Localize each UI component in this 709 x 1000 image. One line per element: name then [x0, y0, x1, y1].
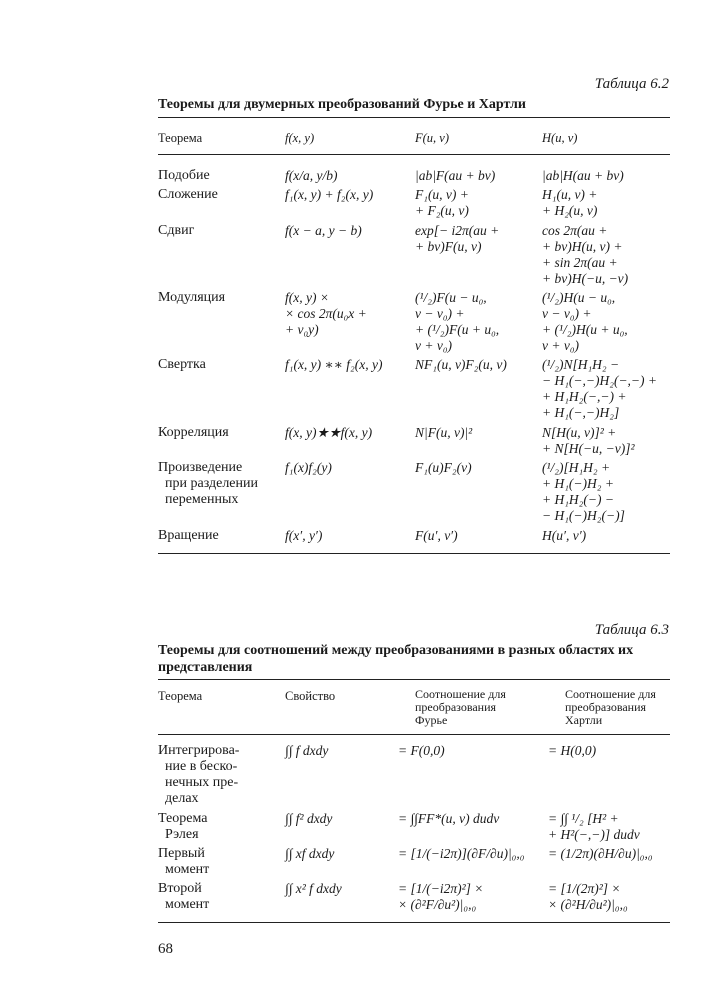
- table-6-3-bottom-rule: [158, 922, 670, 923]
- table-6-3-row-4-hartley: = [1/(2π)²] × × (∂²H/∂u²)|₀,₀: [548, 881, 628, 912]
- table-6-3-row-4-theorem: Второй момент: [158, 881, 210, 912]
- table-6-3-header-rule: [158, 734, 670, 735]
- table-6-3-row-3-theorem: Первый момент: [158, 846, 210, 877]
- table-6-2-row-4-theorem: Модуляция: [158, 290, 226, 305]
- table-6-2-row-2-theorem: Сложение: [158, 187, 218, 202]
- table-6-2-row-2-f: f₁(x, y) + f₂(x, y): [285, 187, 374, 202]
- table-6-2-row-1-F: |ab|F(au + bv): [415, 168, 496, 183]
- table-6-2-row-3-F: exp[− i2π(au + + bv)F(u, v): [415, 223, 500, 254]
- table-6-2-bottom-rule: [158, 553, 670, 554]
- table-6-2-row-5-theorem: Свертка: [158, 357, 206, 372]
- table-6-2-row-7-H: (¹/₂)[H₁H₂ + + H₁(−)H₂ + + H₁H₂(−) − − H₁(−)H₂(−)]: [542, 460, 625, 523]
- table-6-2-row-6-f: f(x, y)★★f(x, y): [285, 425, 373, 440]
- table-6-3-caption: Таблица 6.3: [594, 622, 669, 638]
- table-6-3-header-property: Свойство: [285, 689, 336, 703]
- table-6-2-row-6-H: N[H(u, v)]² + + N[H(−u, −v)]²: [542, 425, 635, 456]
- table-6-2-row-5-f: f₁(x, y) ∗∗ f₂(x, y): [285, 357, 383, 372]
- table-6-2-row-8-F: F(u′, v′): [415, 528, 458, 543]
- table-6-3-row-2-hartley: = ∫∫ ¹/₂ [H² + + H²(−,−)] dudv: [548, 811, 640, 842]
- table-6-2-row-7-theorem: Произведение при разделении переменных: [158, 460, 258, 507]
- table-6-2-row-8-H: H(u′, v′): [542, 528, 587, 543]
- table-6-2-top-rule: [158, 117, 670, 118]
- table-6-2-row-5-H: (¹/₂)N[H₁H₂ − − H₁(−,−)H₂(−,−) + + H₁H₂(−,−) + + H₁(−,−)H₂]: [542, 357, 658, 420]
- table-6-3-row-1-theorem: Интегрирова- ние в беско- нечных пре- делах: [158, 743, 240, 806]
- table-6-3-top-rule: [158, 679, 670, 680]
- table-6-2-row-7-F: F₁(u)F₂(v): [415, 460, 472, 475]
- table-6-3-row-1-property: ∫∫ f dxdy: [285, 743, 329, 758]
- page-number: 68: [158, 941, 173, 957]
- table-6-2-row-5-F: NF₁(u, v)F₂(u, v): [415, 357, 507, 372]
- table-6-2-header-F: F(u, v): [415, 131, 450, 145]
- table-6-3-row-1-hartley: = H(0,0): [548, 743, 597, 758]
- table-6-2-row-1-f: f(x/a, y/b): [285, 168, 338, 183]
- table-6-2-title: Теоремы для двумерных преобразований Фурье и Хартли: [158, 97, 526, 112]
- table-6-3-row-4-property: ∫∫ x² f dxdy: [285, 881, 342, 896]
- table-6-2-row-1-theorem: Подобие: [158, 168, 210, 183]
- table-6-2-header-theorem: Теорема: [158, 131, 203, 145]
- table-6-2-header-f: f(x, y): [285, 131, 315, 145]
- table-6-2-caption: Таблица 6.2: [594, 76, 669, 92]
- table-6-3-row-3-property: ∫∫ xf dxdy: [285, 846, 335, 861]
- table-6-3-row-2-theorem: Теорема Рэлея: [158, 811, 208, 842]
- table-6-3-header-hartley: Соотношение для преобразования Хартли: [565, 687, 656, 727]
- table-6-2-row-8-theorem: Вращение: [158, 528, 219, 543]
- table-6-2-row-8-f: f(x′, y′): [285, 528, 323, 543]
- table-6-2-row-6-F: N|F(u, v)|²: [415, 425, 473, 440]
- table-6-2-row-3-theorem: Сдвиг: [158, 223, 195, 238]
- table-6-3-row-2-fourier: = ∫∫FF*(u, v) dudv: [398, 811, 500, 826]
- table-6-2-header-H: H(u, v): [542, 131, 578, 145]
- table-6-2-header-rule: [158, 154, 670, 155]
- table-6-3-title: Теоремы для соотношений между преобразованиями в разных областях их представления: [158, 643, 634, 675]
- table-6-3-row-1-fourier: = F(0,0): [398, 743, 445, 758]
- table-6-2-row-3-H: cos 2π(au + + bv)H(u, v) + + sin 2π(au + + bv)H(−u, −v): [542, 223, 629, 286]
- table-6-2-row-4-f: f(x, y) × × cos 2π(u₀x + + v₀y): [285, 290, 367, 337]
- table-6-3-header-theorem: Теорема: [158, 689, 203, 703]
- table-6-2-row-6-theorem: Корреляция: [158, 425, 229, 440]
- table-6-3-header-fourier: Соотношение для преобразования Фурье: [415, 687, 506, 727]
- table-6-3-row-3-fourier: = [1/(−i2π)](∂F/∂u)|₀,₀: [398, 846, 525, 861]
- table-6-3-row-4-fourier: = [1/(−i2π)²] × × (∂²F/∂u²)|₀,₀: [398, 881, 484, 912]
- table-6-3-row-3-hartley: = (1/2π)(∂H/∂u)|₀,₀: [548, 846, 653, 861]
- table-6-2-row-4-H: (¹/₂)H(u − u₀, v − v₀) + + (¹/₂)H(u + u₀, v + v₀): [542, 290, 628, 353]
- table-6-2-row-7-f: f₁(x)f₂(y): [285, 460, 332, 475]
- table-6-3-row-2-property: ∫∫ f² dxdy: [285, 811, 333, 826]
- table-6-2-row-1-H: |ab|H(au + bv): [542, 168, 624, 183]
- table-6-2-row-3-f: f(x − a, y − b): [285, 223, 362, 238]
- table-6-2-row-2-F: F₁(u, v) + + F₂(u, v): [415, 187, 469, 218]
- table-6-2-row-4-F: (¹/₂)F(u − u₀, v − v₀) + + (¹/₂)F(u + u₀, v + v₀): [415, 290, 500, 353]
- table-6-2-row-2-H: H₁(u, v) + + H₂(u, v): [542, 187, 598, 218]
